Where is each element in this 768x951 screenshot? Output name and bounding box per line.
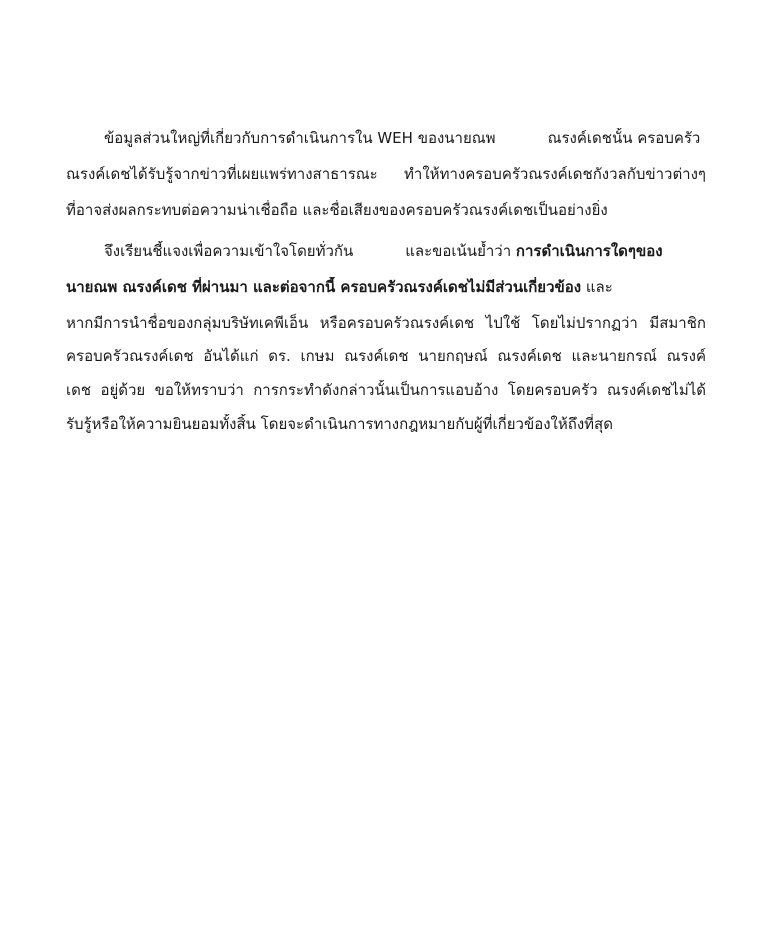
paragraph-2-line-6: รับรู้หรือให้ความยินยอมทั้งสิ้น โดยจะดำเนินการทางกฎหมายกับผู้ที่เกี่ยวข้องให้ถึงที่สุด	[66, 415, 613, 433]
paragraph-2-text: จึงเรียนชี้แจงเพื่อความเข้าใจโดยทั่วกัน	[104, 242, 354, 260]
paragraph-1-text: ณรงค์เดชนั้น ครอบครัว	[547, 129, 701, 147]
paragraph-2-line-4: ครอบครัวณรงค์เดช อันได้แก่ ดร. เกษม ณรงค์เดช นายกฤษณ์ ณรงค์เดช และนายกรณ์ ณรงค์	[66, 347, 706, 365]
paragraph-2-line-1	[104, 241, 706, 265]
paragraph-1-line-1	[104, 128, 706, 152]
paragraph-2-line-5: เดช อยู่ด้วย ขอให้ทราบว่า การกระทำดังกล่าวนั้นเป็นการแอบอ้าง โดยครอบครัว ณรงค์เดชไม่ได้	[66, 381, 706, 399]
paragraph-2-bold-text: นายณพ ณรงค์เดช ที่ผ่านมา และต่อจากนี้ ครอบครัวณรงค์เดชไม่มีส่วนเกี่ยวข้อง	[66, 278, 582, 296]
paragraph-1-text: ข้อมูลส่วนใหญ่ที่เกี่ยวกับการดำเนินการใน WEH ของนายณพ	[104, 129, 496, 147]
paragraph-2-line-3: หากมีการนำชื่อของกลุ่มบริษัทเคพีเอ็น หรือครอบครัวณรงค์เดช ไปใช้ โดยไม่ปรากฏว่า มีสมาชิก	[66, 314, 706, 332]
paragraph-2-bold-text: การดำเนินการใดๆของ	[515, 242, 663, 260]
paragraph-2-line-2	[66, 277, 706, 301]
paragraph-1-line-3: ที่อาจส่งผลกระทบต่อความน่าเชื่อถือ และชื่อเสียงของครอบครัวณรงค์เดชเป็นอย่างยิ่ง	[66, 201, 608, 219]
paragraph-1-line-2: ณรงค์เดชได้รับรู้จากข่าวที่เผยแพร่ทางสาธารณะ ทำให้ทางครอบครัวณรงค์เดชกังวลกับข่าวต่างๆ	[66, 165, 706, 183]
paragraph-2-text: และ	[585, 278, 613, 296]
paragraph-2-text: และขอเน้นย้ำว่า	[405, 242, 512, 260]
